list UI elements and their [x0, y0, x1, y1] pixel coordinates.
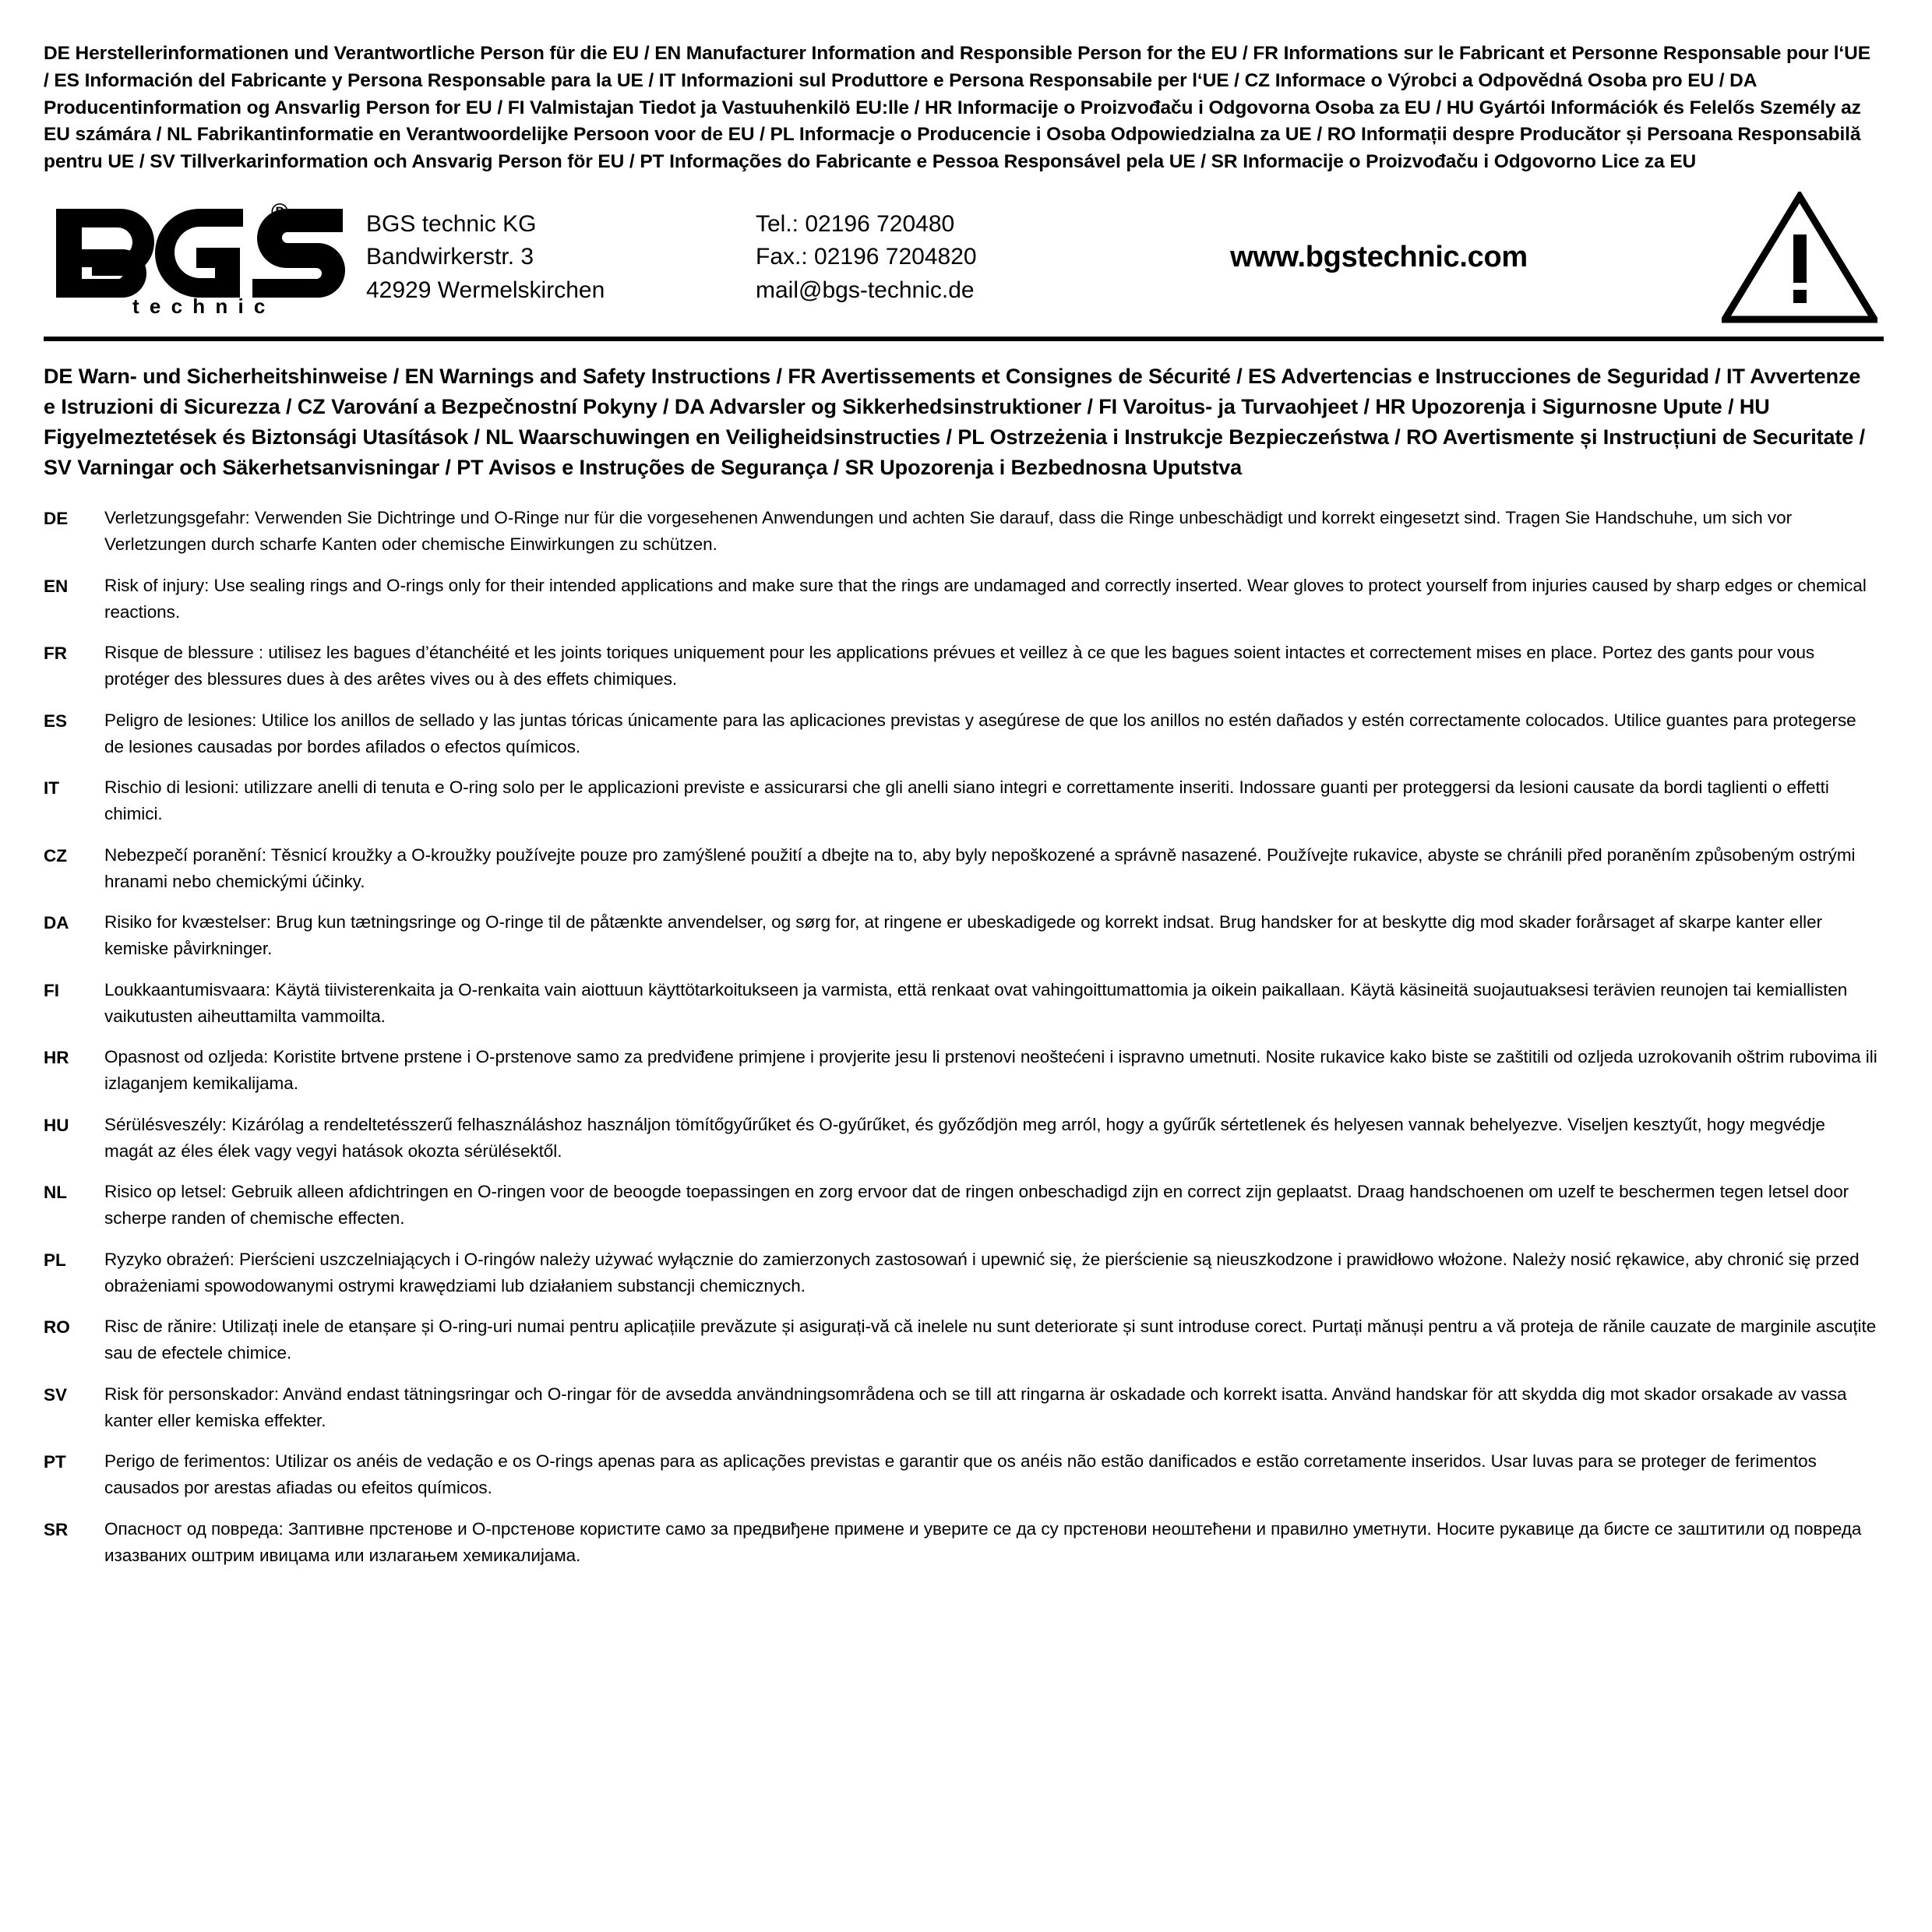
lang-code: PT — [44, 1452, 66, 1472]
company-contact — [756, 208, 1083, 308]
lang-text: Nebezpečí poranění: Těsnicí kroužky a O-kroužky používejte pouze pro zamýšlené použití a dbejte na to, aby byly nepoškozené a správně nasazené. Používejte rukavice, abyste se chránili před poraněním způsobeným ostrými hranami nebo chemickými účinky. — [104, 844, 1856, 891]
lang-code: FR — [44, 643, 67, 664]
list-item — [44, 909, 1884, 962]
svg-text:®: ® — [271, 199, 289, 225]
language-paragraph-list — [44, 505, 1884, 1568]
lang-text: Opasnost od ozljeda: Koristite brtvene prstene i O-prstenove samo za predviđene primjene i provjerite jesu li prstenovi neoštećeni i ispravno umetnuti. Nosite rukavice kako biste se zaštitili od ozljeda uzrokovanih oštrim rubovima ili izlaganjem kemikalijama. — [104, 1047, 1877, 1094]
list-item — [44, 1313, 1884, 1366]
lang-text: Rischio di lesioni: utilizzare anelli di tenuta e O-ring solo per le applicazioni previste e assicurarsi che gli anelli siano integri e correttamente inseriti. Indossare guanti per proteggersi da lesioni causate da bordi taglienti o effetti chimici. — [104, 777, 1829, 824]
list-item — [44, 1044, 1884, 1097]
list-item — [44, 1246, 1884, 1299]
lang-text: Perigo de ferimentos: Utilizar os anéis de vedação e os O-rings apenas para as aplicações previstas e garantir que os anéis não estão danificados e estão corretamente inseridos. Usar luvas para se proteger de ferimentos causados por arestas afiadas ou efeitos químicos. — [104, 1451, 1817, 1498]
list-item — [44, 1516, 1884, 1569]
lang-text: Risiko for kvæstelser: Brug kun tætningsringe og O-ringe til de påtænkte anvendelser, og sørg for, at ringene er ubeskadigede og korrekt indsat. Brug handsker for at beskytte dig mod skader forårsaget af skarpe kanter eller kemiske påvirkninger. — [104, 912, 1823, 959]
bgs-logo — [44, 199, 358, 316]
list-item — [44, 774, 1884, 827]
company-info-band — [44, 187, 1884, 341]
list-item — [44, 573, 1884, 626]
lang-text: Risc de rănire: Utilizați inele de etanșare și O-ring-uri numai pentru aplicațiile prevăzute și asigurați-vă că inelele nu sunt deteriorate și sunt introduse corect. Purtați mănuși pentru a vă proteja de rănile cauzate de marginile ascuțite sau de efectele chimice. — [104, 1317, 1877, 1363]
company-address — [358, 208, 756, 308]
list-item — [44, 1381, 1884, 1434]
lang-text: Risico op letsel: Gebruik alleen afdichtringen en O-ringen voor de beoogde toepassingen en zorg ervoor dat de ringen onbeschadigd zijn en correct zijn geplaatst. Draag handschoenen om uzelf te beschermen tegen letsel door scherpe randen of chemische effecten. — [104, 1182, 1849, 1229]
list-item — [44, 1179, 1884, 1232]
lang-code: EN — [44, 576, 69, 596]
lang-code: ES — [44, 710, 68, 731]
lang-code: HU — [44, 1115, 69, 1135]
lang-code: FI — [44, 980, 59, 1000]
lang-text: Risque de blessure : utilisez les bagues d’étanchéité et les joints toriques uniquement pour les applications prévues et veillez à ce que les bagues soient intactes et correctement mises en place. Portez des gants pour vous protéger des blessures dues à des arêtes vives ou à des effets chimiques. — [104, 643, 1815, 689]
lang-code: NL — [44, 1183, 67, 1203]
lang-code: HR — [44, 1048, 69, 1068]
lang-text: Sérülésveszély: Kizárólag a rendeltetésszerű felhasználáshoz használjon tömítőgyűrűket és O-gyűrűket, és győződjön meg arról, hogy a gyűrűk sértetlenek és helyesen vannak behelyezve. Viseljen kesztyűt, hogy megvédje magát az éles élek vagy vegyi hatások okozta sérülésektől. — [104, 1114, 1825, 1161]
bgs-logo-icon — [47, 199, 358, 316]
lang-text: Risk of injury: Use sealing rings and O-rings only for their intended applications and make sure that the rings are undamaged and correctly inserted. Wear gloves to protect yourself from injuries caused by sharp edges or chemical reactions. — [104, 575, 1867, 622]
warning-triangle-icon — [1698, 192, 1884, 324]
list-item — [44, 1448, 1884, 1501]
warnings-safety-heading: DE Warn- und Sicherheitshinweise / EN Warnings and Safety Instructions / FR Avertissements et Consignes de Sécurité / ES Advertencias e Instrucciones de Seguridad / IT Avvertenze e Istruzioni di Sicurezza / CZ Varování a Bezpečnostní Pokyny / DA Advarsler og Sikkerhedsinstruktioner / FI Varoitus- ja Turvaohjeet / HR Upozorenja i Sigurnosne Upute / HU Figyelmeztetések és Biztonsági Utasítások / NL Waarschuwingen en Veiligheidsinstructies / PL Ostrzeżenia i Instrukcje Bezpieczeństwa / RO Avertismente și Instrucțiuni de Securitate / SV Varningar och Säkerhetsanvisningar / PT Avisos e Instruções de Segurança / SR Upozorenja i Bezbednosna Uputstva — [44, 364, 1866, 480]
svg-text:t e c h n i c: t e c h n i c — [132, 294, 268, 316]
warning-triangle-svg — [1722, 192, 1877, 324]
lang-code: RO — [44, 1317, 70, 1338]
lang-code: PL — [44, 1250, 66, 1270]
company-street: Bandwirkerstr. 3 — [366, 244, 534, 270]
company-city: 42929 Wermelskirchen — [366, 277, 605, 304]
company-email[interactable]: mail@bgs-technic.de — [756, 277, 975, 304]
lang-code: DA — [44, 913, 69, 933]
lang-text: Ryzyko obrażeń: Pierścieni uszczelniających i O-ringów należy używać wyłącznie do zamierzonych zastosowań i upewnić się, że pierścienie są nieuszkodzone i prawidłowo włożone. Należy nosić rękawice, aby chronić się przed obrażeniami spowodowanymi ostrymi krawędziami lub działaniem substancji chemicznych. — [104, 1249, 1860, 1296]
list-item — [44, 977, 1884, 1030]
company-website[interactable]: www.bgstechnic.com — [1230, 241, 1528, 274]
lang-text: Loukkaantumisvaara: Käytä tiivisterenkaita ja O-renkaita vain aiottuun käyttötarkoitukseen ja varmista, että renkaat ovat vahingoittumattomia ja oikein paikallaan. Käytä käsineitä suojautuaksesi terävien reunojen tai kemiallisten vaikutusten aiheuttamilta vammoilta. — [104, 979, 1848, 1026]
list-item — [44, 707, 1884, 760]
lang-code: SR — [44, 1519, 69, 1539]
list-item — [44, 505, 1884, 558]
lang-code: DE — [44, 509, 69, 529]
lang-code: IT — [44, 778, 59, 799]
company-fax: Fax.: 02196 7204820 — [756, 244, 977, 270]
list-item — [44, 1112, 1884, 1165]
list-item — [44, 640, 1884, 693]
list-item — [44, 842, 1884, 895]
lang-code: CZ — [44, 845, 67, 866]
lang-text: Peligro de lesiones: Utilice los anillos de sellado y las juntas tóricas únicamente para las aplicaciones previstas y asegúrese de que los anillos no estén dañados y estén correctamente colocados. Utilice guantes para protegerse de lesiones causadas por bordes afilados o efectos químicos. — [104, 710, 1856, 756]
company-tel: Tel.: 02196 720480 — [756, 210, 955, 237]
company-name: BGS technic KG — [366, 210, 537, 237]
lang-text: Risk för personskador: Använd endast tätningsringar och O-ringar för de avsedda användningsområdena och se till att ringarna är oskadade och korrekt isatta. Använd handskar för att skydda dig mot skador orsakade av vassa kanter eller kemiska effekter. — [104, 1384, 1847, 1430]
manufacturer-info-heading: DE Herstellerinformationen und Verantwortliche Person für die EU / EN Manufacturer Information and Responsible Person for the EU / FR Informations sur le Fabricant et Personne Responsable pour l‘UE / ES Información del Fabricante y Persona Responsable para la UE / IT Informazioni sul Produttore e Persona Responsabile per l‘UE / CZ Informace o Výrobci a Odpovědná Osoba pro EU / DA Producentinformation og Ansvarlig Person for EU / FI Valmistajan Tiedot ja Vastuuhenkilö EU:lle / HR Informacije o Proizvođaču i Odgovorna Osoba za EU / HU Gyártói Információk és Felelős Személy az EU számára / NL Fabrikantinformatie en Verantwoordelijke Persoon voor de EU / PL Informacje o Producencie i Osoba Odpowiedzialna za UE / RO Informații despre Producător și Persoana Responsabilă pentru UE / SV Tillverkarinformation och Ansvarig Person för EU / PT Informações do Fabricante e Pessoa Responsável pela UE / SR Informacije o Proizvođaču i Odgovorno Lice za EU — [44, 43, 1870, 173]
lang-text: Опасност од повреда: Заптивне прстенове и О-прстенове користите само за предвиђене примене и уверите се да су прстенови неоштећени и правилно уметнути. Носите рукавице да бисте се заштитили од повреда изазваних оштрим ивицама или излагањем хемикалијама. — [104, 1518, 1862, 1565]
lang-code: SV — [44, 1384, 68, 1405]
lang-text: Verletzungsgefahr: Verwenden Sie Dichtringe und O-Ringe nur für die vorgesehenen Anwendungen und achten Sie darauf, dass die Ringe unbeschädigt und korrekt eingesetzt sind. Tragen Sie Handschuhe, um sich vor Verletzungen durch scharfe Kanten oder chemische Einwirkungen zu schützen. — [104, 508, 1793, 555]
